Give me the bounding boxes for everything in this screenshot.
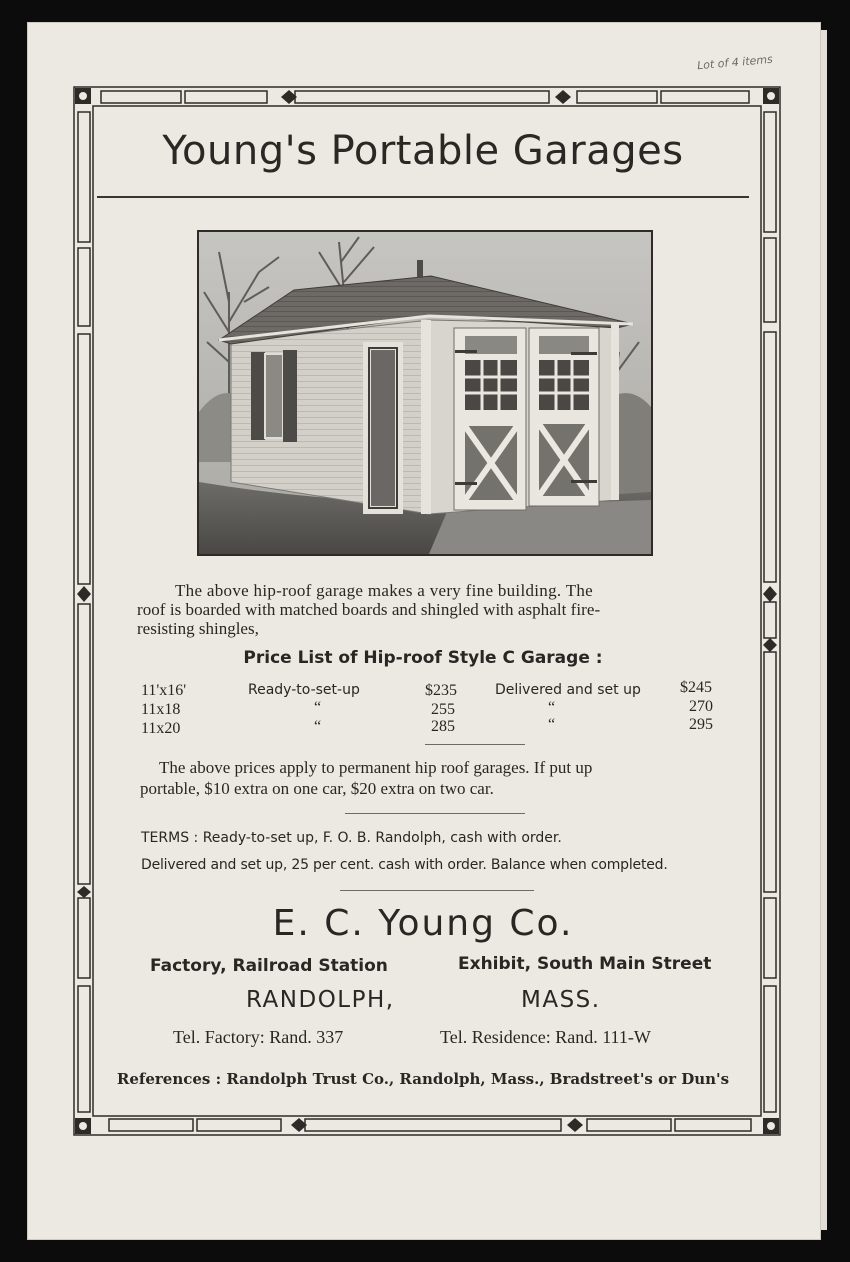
divider [340, 890, 534, 891]
ready-price-cell: $235 [425, 682, 457, 699]
terms-line-1: TERMS : Ready-to-set up, F. O. B. Randolph, cash with order. [141, 830, 562, 846]
price-list-heading: Price List of Hip-roof Style C Garage : [243, 648, 603, 668]
delivered-price-cell: 270 [689, 698, 713, 715]
ready-label: Ready-to-set-up [248, 682, 360, 698]
ditto-mark: “ [548, 699, 556, 716]
size-cell: 11x18 [141, 701, 181, 718]
garage-photo [197, 230, 653, 556]
exhibit-location: Exhibit, South Main Street [458, 954, 712, 974]
ditto-mark: “ [548, 716, 556, 733]
factory-phone: Tel. Factory: Rand. 337 [173, 1027, 344, 1047]
description-line-1: The above hip-roof garage makes a very fine building. The [175, 581, 594, 600]
title-divider [97, 196, 749, 198]
handwritten-note: Lot of 4 items [696, 52, 774, 73]
ready-price-cell: 285 [431, 718, 455, 735]
page-title: Young's Portable Garages [162, 128, 684, 174]
size-cell: 11'x16' [141, 682, 187, 699]
description-line-2: roof is boarded with matched boards and shingled with asphalt fire- [137, 600, 601, 619]
divider [425, 744, 525, 745]
company-name: E. C. Young Co. [272, 903, 574, 944]
references: References : Randolph Trust Co., Randolph, Mass., Bradstreet's or Dun's [116, 1070, 730, 1088]
size-cell: 11x20 [141, 720, 181, 737]
ditto-mark: “ [314, 718, 322, 735]
prices-note-line-2: portable, $10 extra on one car, $20 extra on two car. [140, 779, 494, 798]
description-line-3: resisting shingles, [137, 619, 259, 638]
city: RANDOLPH, [246, 987, 395, 1013]
delivered-price-cell: 295 [689, 716, 713, 733]
delivered-price-cell: $245 [680, 679, 712, 696]
factory-location: Factory, Railroad Station [150, 956, 388, 976]
state: MASS. [521, 987, 601, 1013]
residence-phone: Tel. Residence: Rand. 111-W [440, 1027, 651, 1047]
delivered-label: Delivered and set up [495, 682, 641, 698]
ditto-mark: “ [314, 699, 322, 716]
divider [345, 813, 525, 814]
terms-line-2: Delivered and set up, 25 per cent. cash with order. Balance when completed. [141, 857, 668, 873]
prices-note-line-1: The above prices apply to permanent hip roof garages. If put up [159, 758, 593, 777]
ready-price-cell: 255 [431, 701, 455, 718]
